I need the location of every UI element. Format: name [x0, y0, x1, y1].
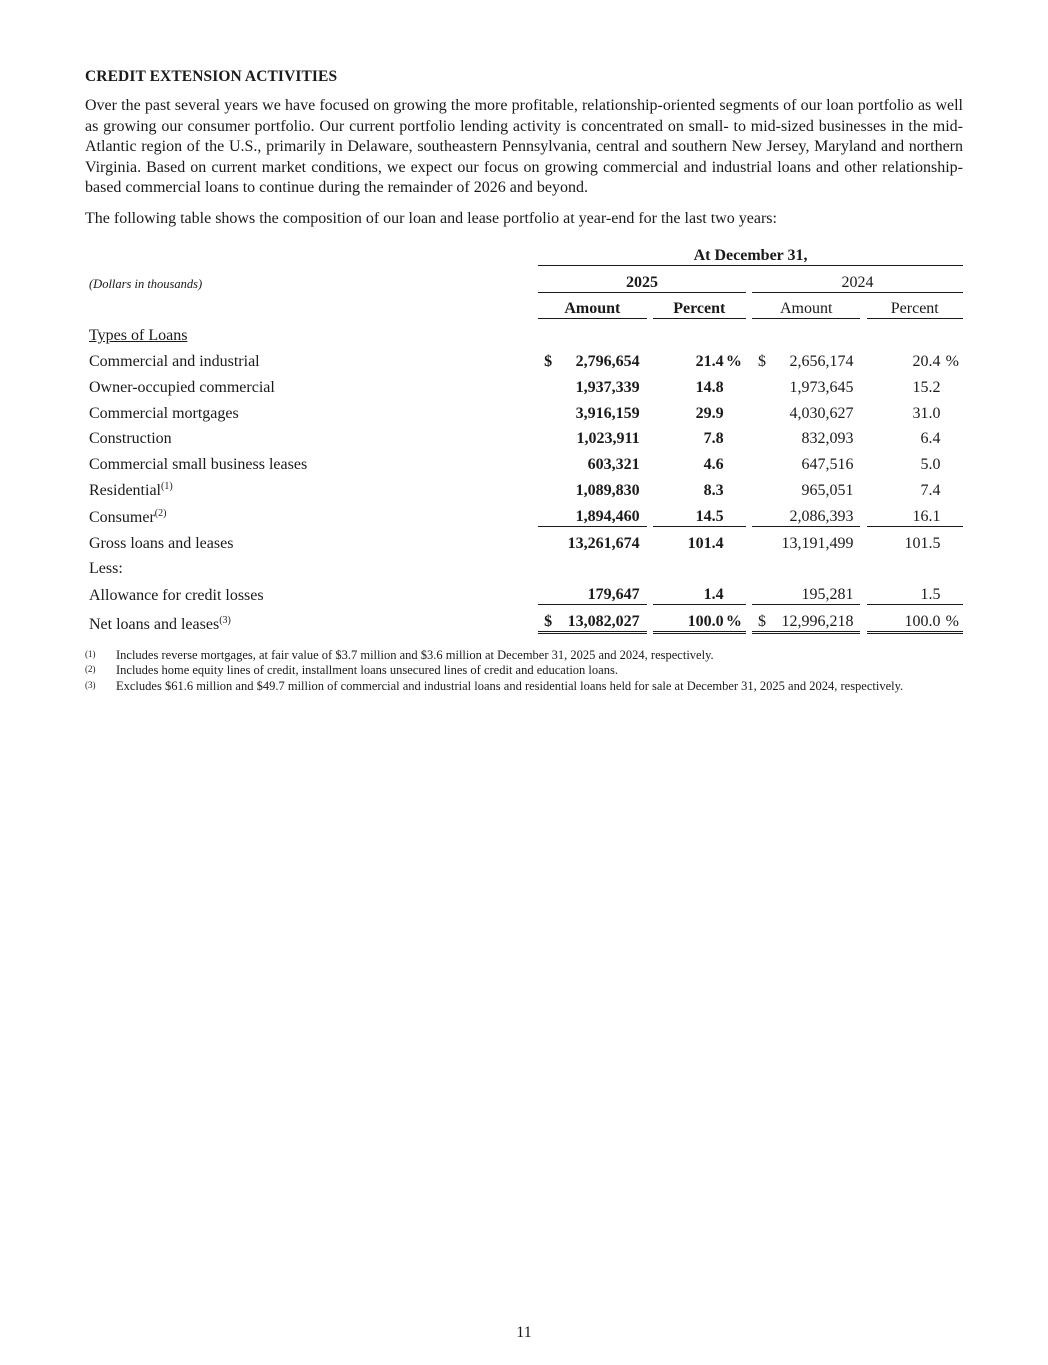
loan-composition-table — [85, 239, 963, 634]
table-row — [85, 500, 963, 527]
footnote — [85, 663, 963, 679]
row-label: Commercial mortgages — [89, 404, 239, 422]
gross-total-row — [85, 527, 963, 553]
year-header-2024: 2024 — [752, 266, 963, 293]
percent-2024: 5.0 — [920, 456, 941, 474]
amount-2025: 603,321 — [587, 456, 640, 474]
intro-paragraph: Over the past several years we have focused on growing the more profitable, relationship-oriented segments of our loan portfolio as well as growing our consumer portfolio. Our current portfolio lending activity is concentrated on small- to mid-sized businesses in the mid-Atlantic region of the U.S., primarily in Delaware, southeastern Pennsylvania, central and southern New Jersey, Maryland and northern Virginia. Based on current market conditions, we expect our focus on growing commercial and industrial loans and other relationship-based commercial loans to continue during the remainder of 2026 and beyond. — [85, 97, 963, 196]
header-year-row — [85, 266, 963, 293]
percent-2025: 7.8 — [703, 430, 724, 448]
percent-2024: 101.5 — [904, 534, 941, 552]
percent-2024: 100.0 — [867, 605, 941, 634]
row-label: Owner-occupied commercial — [89, 378, 275, 396]
amount-2025: 13,261,674 — [567, 534, 640, 552]
row-label: Gross loans and leases — [89, 534, 234, 552]
amount-2025: 2,796,654 — [575, 352, 640, 370]
footnote-ref: (3) — [219, 614, 231, 626]
row-label: Commercial and industrial — [89, 352, 260, 370]
document-page — [85, 68, 963, 694]
footnote-mark: (2) — [85, 664, 96, 675]
row-label: Less: — [89, 560, 123, 578]
currency-symbol: $ — [752, 605, 766, 634]
footnote-ref: (2) — [154, 507, 167, 519]
percent-symbol: % — [725, 352, 742, 370]
amount-2025: 13,082,027 — [552, 605, 646, 634]
amount-2024: 965,051 — [801, 481, 854, 499]
row-label: Allowance for credit losses — [89, 587, 264, 605]
row-label: Commercial small business leases — [89, 456, 308, 474]
percent-2024: 6.4 — [920, 430, 941, 448]
amount-2024: 832,093 — [801, 430, 854, 448]
amount-2024: 2,656,174 — [789, 352, 854, 370]
row-label: Net loans and leases$^{(3)}$ — [89, 614, 231, 633]
row-label: Construction — [89, 430, 172, 448]
amount-2024: 1,973,645 — [789, 378, 854, 396]
percent-2025: 14.8 — [695, 378, 724, 396]
types-of-loans-heading: Types of Loans — [89, 327, 188, 345]
amount-2024: 13,191,499 — [781, 534, 854, 552]
allowance-row — [85, 578, 963, 605]
types-heading-row — [85, 319, 963, 345]
percent-symbol: % — [941, 605, 963, 634]
footnote-text: Excludes $61.6 million and $49.7 million of commercial and industrial loans and residential loans held for sale at December 31, 2025 and 2024, respectively. — [116, 678, 904, 693]
percent-2025: 101.4 — [687, 534, 724, 552]
percent-symbol: % — [945, 352, 959, 370]
less-row — [85, 553, 963, 579]
amount-2025: 179,647 — [552, 578, 646, 605]
percent-2024: 7.4 — [920, 481, 941, 499]
percent-2024: 15.2 — [912, 378, 941, 396]
percent-symbol: % — [724, 605, 746, 634]
header-period-row — [85, 239, 963, 266]
table-row — [85, 474, 963, 500]
percent-header-2025: Percent — [653, 293, 746, 320]
row-label: Consumer$^{(2)}$ — [89, 507, 167, 526]
amount-header-2025: Amount — [538, 293, 646, 320]
section-title: CREDIT EXTENSION ACTIVITIES — [85, 68, 338, 85]
amount-2024: 647,516 — [801, 456, 854, 474]
percent-2025: 29.9 — [695, 404, 724, 422]
amount-2025: 1,089,830 — [575, 481, 640, 499]
percent-2024: 31.0 — [912, 404, 941, 422]
footnote — [85, 648, 963, 664]
units-note: (Dollars in thousands) — [89, 276, 203, 291]
table-row — [85, 397, 963, 423]
period-header: At December 31, — [538, 239, 963, 266]
footnote-mark: (1) — [85, 648, 96, 659]
percent-2025: 14.5 — [653, 500, 724, 527]
currency-symbol: $ — [544, 352, 553, 370]
table-row — [85, 423, 963, 449]
amount-2024: 4,030,627 — [789, 404, 854, 422]
percent-2025: 1.4 — [653, 578, 724, 605]
amount-2025: 1,937,339 — [575, 378, 640, 396]
percent-2024: 1.5 — [867, 578, 941, 605]
percent-2024: 20.4 — [912, 352, 941, 370]
amount-2025: 3,916,159 — [575, 404, 640, 422]
currency-symbol: $ — [538, 605, 552, 634]
row-label: Residential$^{(1)}$ — [89, 480, 173, 499]
amount-2024: 195,281 — [766, 578, 860, 605]
table-intro-paragraph: The following table shows the composition of our loan and lease portfolio at year-end for the last two years: — [85, 209, 777, 227]
amount-2025: 1,023,911 — [576, 430, 640, 448]
footnote-ref: (1) — [160, 480, 173, 492]
footnote — [85, 679, 963, 695]
amount-header-2024: Amount — [752, 293, 860, 320]
amount-2024: 2,086,393 — [766, 500, 860, 527]
table-row — [85, 345, 963, 371]
percent-2025: 8.3 — [703, 481, 724, 499]
net-total-row — [85, 605, 963, 634]
percent-header-2024: Percent — [867, 293, 963, 320]
footnote-mark: (3) — [85, 679, 96, 690]
percent-2025: 21.4 — [695, 352, 724, 370]
table-row — [85, 448, 963, 474]
amount-2024: 12,996,218 — [766, 605, 860, 634]
table-row — [85, 371, 963, 397]
percent-2025: 100.0 — [653, 605, 724, 634]
currency-symbol: $ — [757, 352, 766, 370]
footnote-text: Includes reverse mortgages, at fair value of $3.7 million and $3.6 million at December 31, 2025 and 2024, respectively. — [116, 647, 714, 662]
percent-2024: 16.1 — [867, 500, 941, 527]
footnote-text: Includes home equity lines of credit, installment loans unsecured lines of credit and education loans. — [116, 663, 618, 678]
amount-2025: 1,894,460 — [552, 500, 646, 527]
page-number: 11 — [516, 1324, 532, 1341]
header-columns-row — [85, 293, 963, 320]
percent-2025: 4.6 — [703, 456, 724, 474]
footnotes — [85, 648, 963, 695]
year-header-2025: 2025 — [538, 266, 746, 293]
